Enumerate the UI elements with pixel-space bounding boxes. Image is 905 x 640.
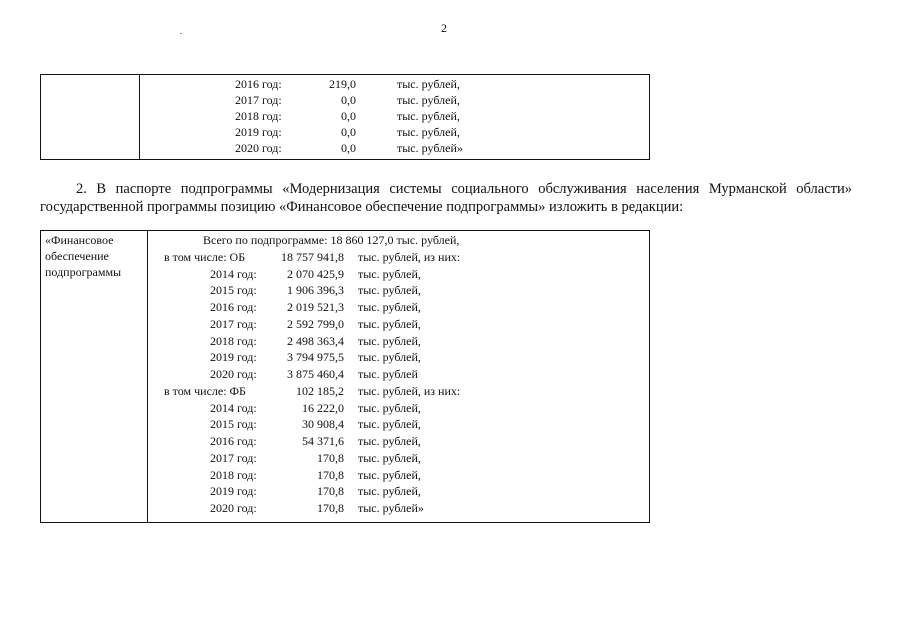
section-header-value: 18 757 941,8 xyxy=(281,249,344,264)
year-label: 2017 год: xyxy=(210,450,257,465)
top-finance-table xyxy=(40,74,650,160)
unit-label: тыс. рублей» xyxy=(397,141,463,155)
amount-value: 170,8 xyxy=(317,484,344,499)
amount-value: 16 222,0 xyxy=(302,400,344,415)
amount-value: 3 875 460,4 xyxy=(287,367,344,381)
total-line: Всего по подпрограмме: 18 860 127,0 тыс. рублей, xyxy=(203,233,460,247)
section-header-unit: тыс. рублей, из них: xyxy=(358,249,461,264)
unit-label: тыс. рублей, xyxy=(358,434,421,448)
year-label: 2018 год: xyxy=(210,467,257,482)
year-label: 2020 год: xyxy=(210,501,257,515)
amount-value: 3 794 975,5 xyxy=(287,350,344,365)
section-header-unit: тыс. рублей, из них: xyxy=(358,383,461,398)
amount-value: 2 019 521,3 xyxy=(287,300,344,314)
unit-label: тыс. рублей» xyxy=(358,501,424,515)
year-label: 2016 год: xyxy=(210,434,257,448)
unit-label: тыс. рублей, xyxy=(358,266,421,281)
year-label: 2018 год: xyxy=(235,109,282,123)
amount-value: 170,8 xyxy=(317,450,344,465)
year-label: 2016 год: xyxy=(210,300,257,314)
unit-label: тыс. рублей, xyxy=(358,417,421,432)
section-header-label: в том числе: ФБ xyxy=(164,383,246,398)
top-table-label-cell xyxy=(41,75,140,160)
amendment-paragraph: 2. В паспорте подпрограммы «Модернизация системы социального обслуживания населения Мурманской области» государственной программы позицию «Финансовое обеспечение подпрограммы» изложить в редакции: xyxy=(40,181,852,215)
unit-label: тыс. рублей, xyxy=(358,400,421,415)
unit-label: тыс. рублей xyxy=(358,367,418,381)
amount-value: 30 908,4 xyxy=(302,417,344,432)
section-header-value: 102 185,2 xyxy=(296,383,344,398)
year-label: 2017 год: xyxy=(210,316,257,331)
year-label: 2019 год: xyxy=(235,125,282,139)
unit-label: тыс. рублей, xyxy=(358,450,421,465)
year-label: 2019 год: xyxy=(210,484,257,499)
unit-label: тыс. рублей, xyxy=(397,109,460,123)
unit-label: тыс. рублей, xyxy=(358,484,421,499)
top-table-values-cell xyxy=(140,75,650,160)
top-table-rows xyxy=(140,75,649,159)
amount-value: 170,8 xyxy=(317,501,344,515)
finance-rows xyxy=(148,231,649,522)
year-label: 2020 год: xyxy=(210,367,257,381)
amount-value: 2 498 363,4 xyxy=(287,333,344,348)
unit-label: тыс. рублей, xyxy=(358,283,421,298)
amount-value: 219,0 xyxy=(329,77,356,91)
year-label: 2019 год: xyxy=(210,350,257,365)
amount-value: 2 592 799,0 xyxy=(287,316,344,331)
year-label: 2015 год: xyxy=(210,283,257,298)
section-header-label: в том числе: ОБ xyxy=(164,249,246,264)
subprogram-finance-table xyxy=(40,230,650,523)
amount-value: 0,0 xyxy=(341,93,356,107)
unit-label: тыс. рублей, xyxy=(358,467,421,482)
unit-label: тыс. рублей, xyxy=(358,300,421,314)
amount-value: 54 371,6 xyxy=(302,434,344,448)
amount-value: 0,0 xyxy=(341,125,356,139)
year-label: 2020 год: xyxy=(235,141,282,155)
amount-value: 0,0 xyxy=(341,109,356,123)
year-label: 2014 год: xyxy=(210,400,257,415)
page-number: 2 xyxy=(441,21,447,35)
amount-value: 2 070 425,9 xyxy=(287,266,344,281)
year-label: 2017 год: xyxy=(235,93,282,107)
unit-label: тыс. рублей, xyxy=(397,125,460,139)
year-label: 2018 год: xyxy=(210,333,257,348)
unit-label: тыс. рублей, xyxy=(397,93,460,107)
unit-label: тыс. рублей, xyxy=(358,316,421,331)
year-label: 2014 год: xyxy=(210,266,257,281)
year-label: 2015 год: xyxy=(210,417,257,432)
year-label: 2016 год: xyxy=(235,77,282,91)
amount-value: 170,8 xyxy=(317,467,344,482)
amount-value: 1 906 396,3 xyxy=(287,283,344,298)
unit-label: тыс. рублей, xyxy=(358,333,421,348)
finance-values-cell xyxy=(148,231,650,523)
unit-label: тыс. рублей, xyxy=(397,77,460,91)
finance-label-cell: «Финансовое обеспечение подпрограммы xyxy=(41,231,148,523)
scan-artifact xyxy=(180,33,182,34)
amount-value: 0,0 xyxy=(341,141,356,155)
unit-label: тыс. рублей, xyxy=(358,350,421,365)
